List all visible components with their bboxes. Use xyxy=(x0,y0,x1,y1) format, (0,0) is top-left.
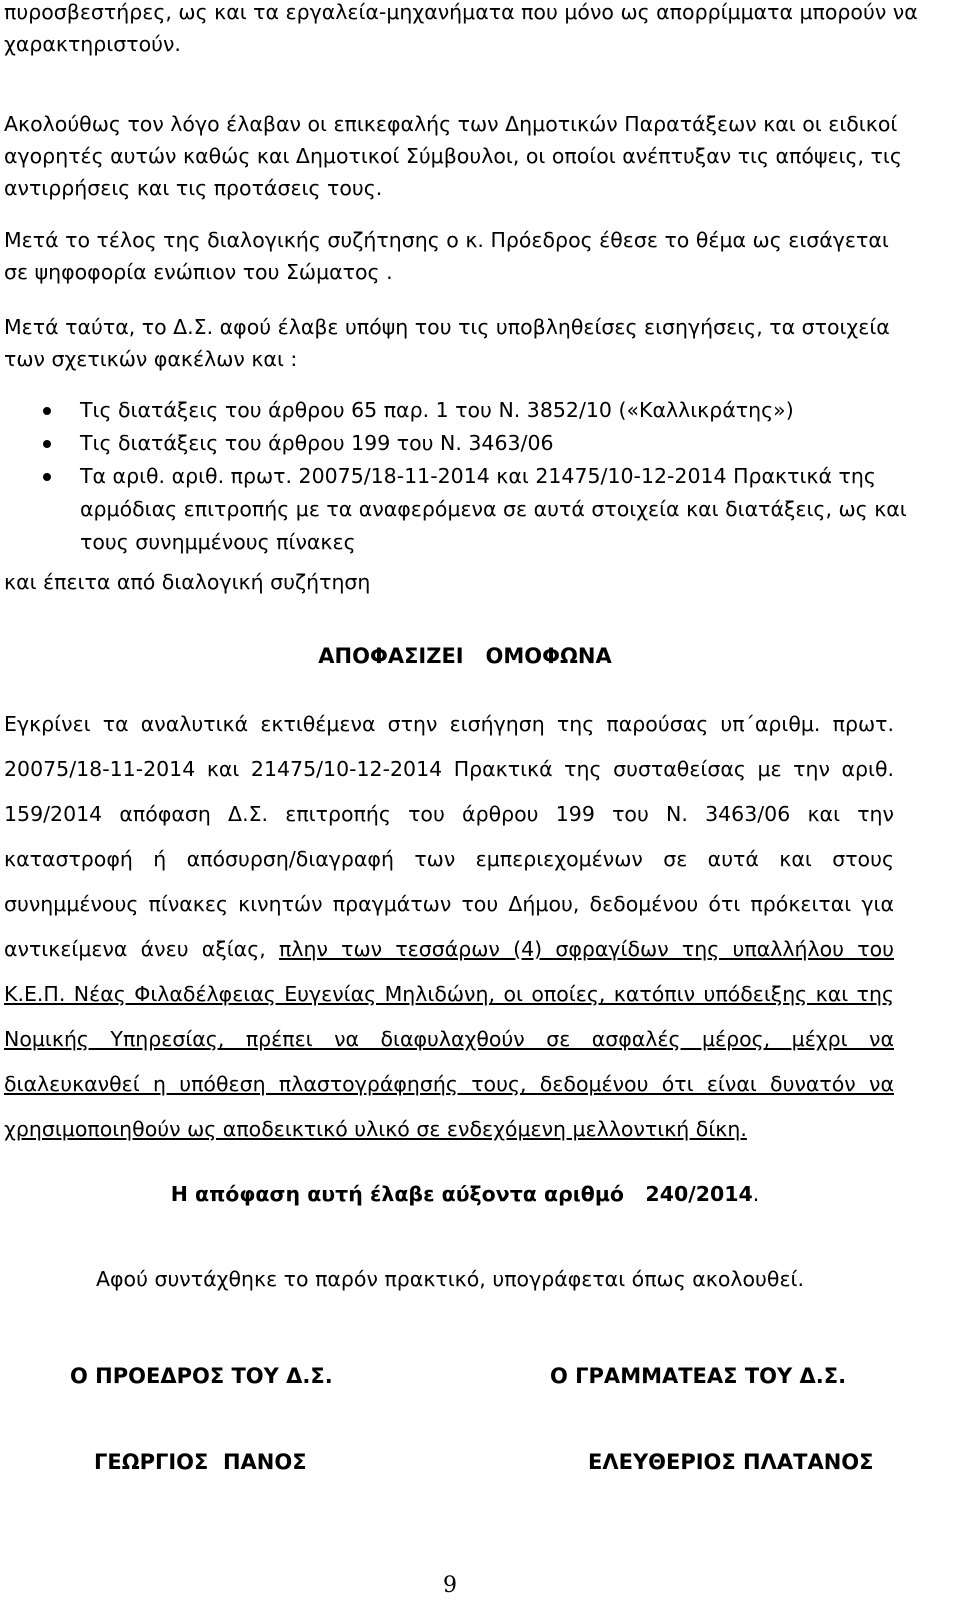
considerations-line-2: των σχετικών φακέλων και : xyxy=(4,347,298,371)
decision-line-3: 159/2014 απόφαση Δ.Σ. επιτροπής του άρθρου 199 του Ν. 3463/06 και την xyxy=(4,802,894,826)
list-item-text: Τις διατάξεις του άρθρου 65 παρ. 1 του Ν. 3852/10 («Καλλικράτης») xyxy=(80,398,794,422)
intro-line-1: πυροσβεστήρες, ως και τα εργαλεία-μηχανήματα που μόνο ως απορρίμματα μπορούν να xyxy=(4,0,918,24)
president-title: Ο ΠΡΟΕΔΡΟΣ ΤΟΥ Δ.Σ. xyxy=(70,1364,333,1388)
considerations-paragraph xyxy=(4,311,924,375)
after-discussion-line: και έπειτα από διαλογική συζήτηση xyxy=(4,570,371,594)
bullet-icon xyxy=(43,407,51,415)
list-item-text-line-3: τους συνημμένους πίνακες xyxy=(80,530,356,554)
considerations-list xyxy=(0,394,930,559)
vote-line-1: Μετά το τέλος της διαλογικής συζήτησης ο κ. Πρόεδρος έθεσε το θέμα ως εισάγεται xyxy=(4,228,889,252)
list-item xyxy=(0,394,930,427)
decision-number xyxy=(0,1178,930,1210)
secretary-title: Ο ΓΡΑΜΜΑΤΕΑΣ ΤΟΥ Δ.Σ. xyxy=(550,1364,847,1388)
decision-line-1: Εγκρίνει τα αναλυτικά εκτιθέμενα στην εισήγηση της παρούσας υπ΄αριθμ. πρωτ. xyxy=(4,712,894,736)
vote-paragraph xyxy=(4,224,924,288)
president-name: ΓΕΩΡΓΙΟΣ ΠΑΝΟΣ xyxy=(94,1450,307,1474)
decision-number-period: . xyxy=(752,1182,760,1206)
decision-line-8: Νομικής Υπηρεσίας, πρέπει να διαφυλαχθούν σε ασφαλές μέρος, μέχρι να xyxy=(4,1027,894,1051)
decision-line-7: Κ.Ε.Π. Νέας Φιλαδέλφειας Ευγενίας Μηλιδώνη, οι οποίες, κατόπιν υπόδειξης και της xyxy=(4,982,894,1006)
list-item xyxy=(0,427,930,460)
decision-heading: ΑΠΟΦΑΣΙΖΕΙ ΟΜΟΦΩΝΑ xyxy=(318,644,612,668)
decision-line-10: χρησιμοποιηθούν ως αποδεικτικό υλικό σε ενδεχόμενη μελλοντική δίκη. xyxy=(4,1117,747,1141)
decision-line-5: συνημμένους πίνακες κινητών πραγμάτων του Δήμου, δεδομένου ότι πρόκειται για xyxy=(4,892,894,916)
signing-note: Αφού συντάχθηκε το παρόν πρακτικό, υπογράφεται όπως ακολουθεί. xyxy=(95,1267,804,1291)
bullet-icon xyxy=(43,473,51,481)
decision-line-6-plain: αντικείμενα άνευ αξίας, xyxy=(4,937,279,961)
decision-body xyxy=(4,702,894,1152)
decision-line-2: 20075/18-11-2014 και 21475/10-12-2014 Πρακτικά της συσταθείσας με την αριθ. xyxy=(4,757,894,781)
decision-line-4: καταστροφή ή απόσυρση/διαγραφή των εμπεριεχομένων σε αυτά και στους xyxy=(4,847,894,871)
list-item-text: Τις διατάξεις του άρθρου 199 του Ν. 3463/06 xyxy=(80,431,554,455)
decision-line-9: διαλευκανθεί η υπόθεση πλαστογράφησής τους, δεδομένου ότι είναι δυνατόν να xyxy=(4,1072,894,1096)
considerations-line-1: Μετά ταύτα, το Δ.Σ. αφού έλαβε υπόψη του τις υποβληθείσες εισηγήσεις, τα στοιχεία xyxy=(4,315,890,339)
decision-line-6 xyxy=(4,927,894,972)
intro-paragraph xyxy=(4,0,924,60)
speakers-line-1: Ακολούθως τον λόγο έλαβαν οι επικεφαλής των Δημοτικών Παρατάξεων και οι ειδικοί xyxy=(4,112,898,136)
list-item-text-line-2: αρμόδιας επιτροπής με τα αναφερόμενα σε αυτά στοιχεία και διατάξεις, ως και xyxy=(80,497,907,521)
intro-line-2: χαρακτηριστούν. xyxy=(4,32,181,56)
bullet-icon xyxy=(43,440,51,448)
list-item xyxy=(0,460,930,559)
decision-number-text: Η απόφαση αυτή έλαβε αύξοντα αριθμό 240/2014 xyxy=(170,1182,753,1206)
secretary-name: ΕΛΕΥΘΕΡΙΟΣ ΠΛΑΤΑΝΟΣ xyxy=(588,1450,874,1474)
page-number: 9 xyxy=(443,1573,457,1598)
speakers-paragraph xyxy=(4,108,924,204)
list-item-text-line-1: Τα αριθ. αριθ. πρωτ. 20075/18-11-2014 και 21475/10-12-2014 Πρακτικά της xyxy=(80,464,876,488)
vote-line-2: σε ψηφοφορία ενώπιον του Σώματος . xyxy=(4,260,393,284)
after-discussion-text xyxy=(4,566,924,598)
speakers-line-2: αγορητές αυτών καθώς και Δημοτικοί Σύμβουλοι, οι οποίοι ανέπτυξαν τις απόψεις, τις xyxy=(4,144,902,168)
speakers-line-3: αντιρρήσεις και τις προτάσεις τους. xyxy=(4,176,383,200)
decision-line-6-underlined: πλην των τεσσάρων (4) σφραγίδων της υπαλλήλου του xyxy=(278,937,894,961)
